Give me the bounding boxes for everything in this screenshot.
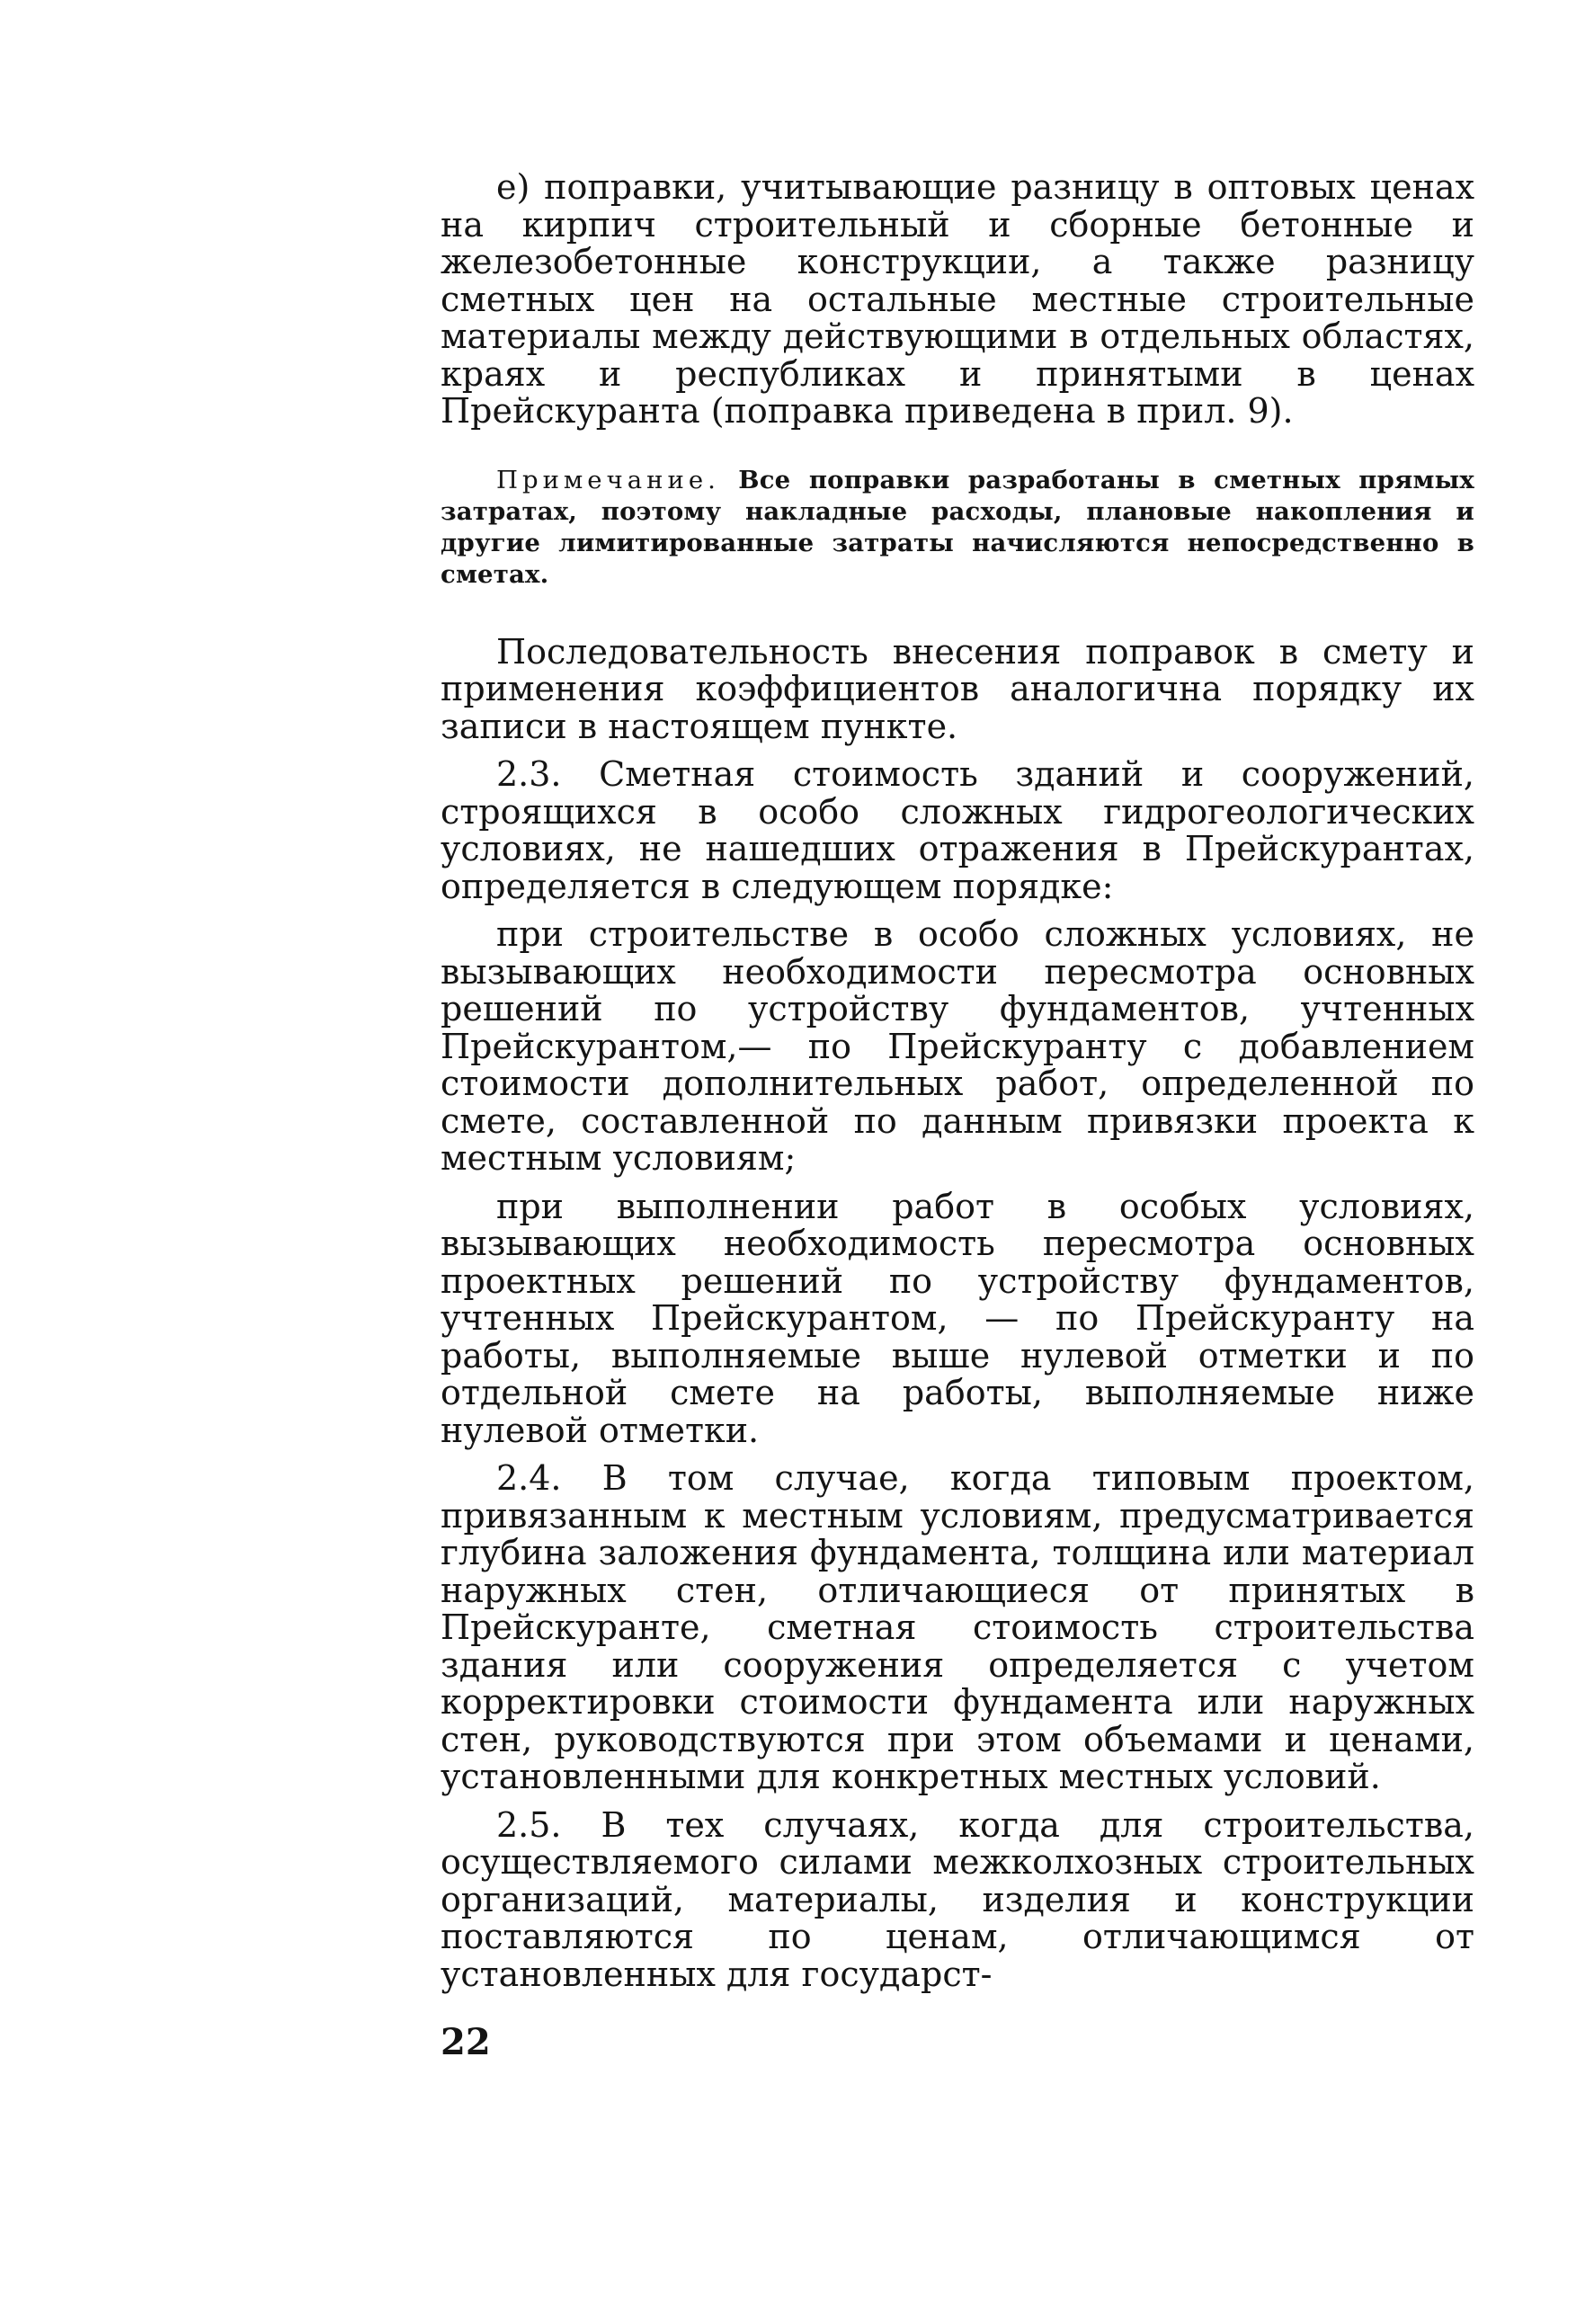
section-2-5: 2.5. В тех случаях, когда для строительства, осуществляемого силами межколхозных строительных организаций, материалы, изделия и конструкции поставляются по ценам, отличающимся от установленных для государст- (441, 1804, 1474, 1994)
item-e-paragraph: е) поправки, учитывающие разницу в оптовых ценах на кирпич строительный и сборные бетонные и железобетонные конструкции, а также разницу сметных цен на остальные местные строительные материалы между действующими в отдельных областях, краях и республиках и принятыми в ценах Прейскуранта (поправка приведена в прил. 9). (441, 167, 1474, 431)
page-number: 22 (441, 2021, 491, 2063)
section-2-4: 2.4. В том случае, когда типовым проектом, привязанным к местным условиям, предусматривается глубина заложения фундамента, толщина или материал наружных стен, отличающиеся от принятых в Прейскуранте, сметная стоимость строительства здания или сооружения определяется с учетом корректировки стоимости фундамента или наружных стен, руководствуются при этом объемами и ценами, установленными для конкретных местных условий. (441, 1458, 1474, 1796)
note-lead: Примечание. (496, 465, 720, 494)
section-2-3-case-b: при выполнении работ в особых условиях, вызывающих необходимость пересмотра основных проектных решений по устройству фундаментов, учтенных Прейскурантом, — по Прейскуранту на работы, выполняемые выше нулевой отметки и по отдельной смете на работы, выполняемые ниже нулевой отметки. (441, 1186, 1474, 1450)
section-2-3: 2.3. Сметная стоимость зданий и сооружений, строящихся в особо сложных гидрогеологических условиях, не нашедших отражения в Прейскурантах, определяется в следующем порядке: (441, 754, 1474, 906)
note-paragraph (441, 465, 1474, 591)
note-text: Все поправки разработаны в сметных прямых затратах, поэтому накладные расходы, плановые накопления и другие лимитированные затраты начисляются непосредственно в сметах. (441, 465, 1474, 589)
sequence-paragraph: Последовательность внесения поправок в смету и применения коэффициентов аналогична порядку их записи в настоящем пункте. (441, 631, 1474, 746)
page-body (441, 169, 1474, 1993)
section-2-3-case-a: при строительстве в особо сложных условиях, не вызывающих необходимости пересмотра основных решений по устройству фундаментов, учтенных Прейскурантом,— по Прейскуранту с добавлением стоимости дополнительных работ, определенной по смете, составленной по данным привязки проекта к местным условиям; (441, 914, 1474, 1178)
